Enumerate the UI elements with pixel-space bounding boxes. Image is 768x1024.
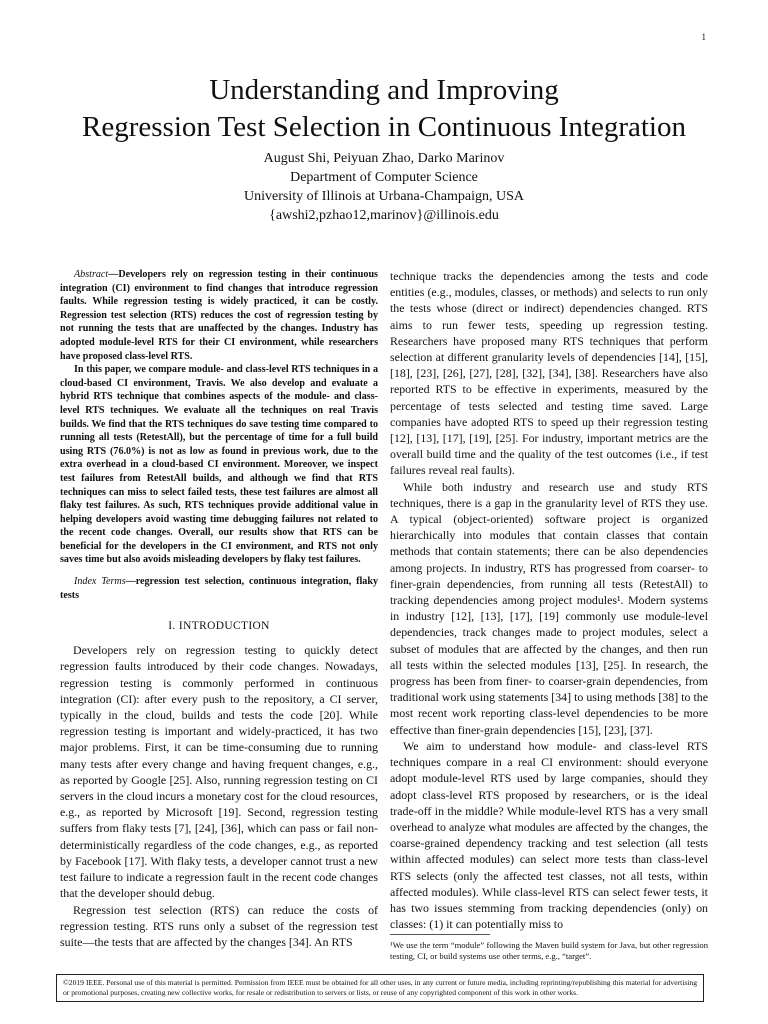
title-line-1: Understanding and Improving xyxy=(209,74,559,106)
abstract-text-1: —Developers rely on regression testing in their continuous integration (CI) environment to find changes that introduce regression faults. While regression testing is widely practiced, it can be costly. Regression test selection (RTS) reduces the cost of regression testing by not running the tests that are unaffected by the changes. Industry has adopted module-level RTS for their CI environment, while researchers have proposed class-level RTS. xyxy=(60,269,378,362)
right-column xyxy=(390,268,708,932)
author-email: {awshi2,pzhao12,marinov}@illinois.edu xyxy=(269,208,499,223)
index-terms-label: Index Terms xyxy=(74,576,126,588)
author-block xyxy=(60,149,708,225)
copyright-notice: ©2019 IEEE. Personal use of this material is permitted. Permission from IEEE must be obtained for all other uses, in any current or future media, including reprinting/republishing this material for advertising or promotional purposes, creating new collective works, for resale or redistribution to servers or lists, or reuse of any copyrighted component of this work in other works. xyxy=(56,974,704,1002)
abstract-paragraph-2: In this paper, we compare module- and class-level RTS techniques in a cloud-based CI environment, Travis. We also develop and evaluate a hybrid RTS technique that combines aspects of the module- and class-level RTS techniques. We evaluate all the techniques on real Travis builds. We find that the RTS techniques do save testing time compared to running all tests (RetestAll), but the percentage of time for a full build using RTS (76.0%) is not as low as found in previous work, due to the extra overhead in a cloud-based CI environment. Moreover, we inspect test failures from RetestAll builds, and although we find that RTS techniques can miss to select failed tests, these test failures are almost all flaky test failures. As such, RTS techniques provide additional value in helping developers avoid wasting time debugging failures not related to the recent code changes. Overall, our results show that RTS can be beneficial for the developers in the CI environment, and RTS not only saves time but also avoids misleading developers by flaky test failures. xyxy=(60,364,378,566)
paper-title xyxy=(30,72,738,146)
right-paragraph-3: We aim to understand how module- and class-level RTS techniques compare in a real CI environment: should everyone adopt module-level RTS used by large companies, should they adopt class-level RTS proposed by researchers, or is the ideal trade-off in the middle? While module-level RTS has a very small overhead to analyze what modules are affected by the changes, the coarse-grained dependency tracking and test selection (all tests within affected modules) can select more tests than class-level RTS selects (only the affected test classes, not all tests, within affected modules). While class-level RTS can select fewer tests, it has two issues stemming from tracking dependencies (only) on classes: (1) it can potentially miss to xyxy=(390,738,708,932)
page-number: 1 xyxy=(701,32,706,42)
intro-paragraph-1: Developers rely on regression testing to quickly detect regression faults introduced by their code changes. Nowadays, regression testing is commonly performed in continuous integration (CI): after every push to the repository, a CI server, typically in the cloud, builds and tests the code [20]. While regression testing is important and widely-practiced, it has two major problems. First, it can be time-consuming due to running many tests after every change and having frequent changes, e.g., as reported by Google [25]. Also, running regression testing on CI servers in the cloud incurs a monetary cost for the cloud resources, e.g., as reported by Microsoft [19]. Second, regression testing suffers from flaky tests [7], [24], [36], which can pass or fail non-deterministically regardless of the code changes, e.g., as reported by Facebook [17]. With flaky tests, a developer cannot trust a new test failure to indicate a regression fault in the recent code changes that the developer should debug. xyxy=(60,643,378,901)
right-paragraph-1: technique tracks the dependencies among the tests and code entities (e.g., modules, classes, or methods) and selects to run only the tests whose (direct or indirect) dependencies changed. RTS aims to run fewer tests, speeding up regression testing. Researchers have proposed many RTS techniques that perform selection at different granularity levels of dependencies [14], [15], [18], [23], [26], [27], [28], [32], [34], [38]. Researchers have also reported RTS to be effective in experiments, measured by the percentage of tests selected and testing time saved. Large companies have adopted RTS to speed up their regression testing [12], [13], [17], [19], [25]. For industry, important metrics are the overall build time and the quality of the test outcomes (i.e., if test failures reveal real faults). xyxy=(390,269,708,478)
abstract-label: Abstract xyxy=(74,269,109,280)
author-department: Department of Computer Science xyxy=(290,170,478,185)
author-names: August Shi, Peiyuan Zhao, Darko Marinov xyxy=(263,151,505,166)
index-terms-text: —regression test selection, continuous integration, flaky tests xyxy=(60,576,378,601)
title-line-2: Regression Test Selection in Continuous Integration xyxy=(82,111,686,143)
abstract-paragraph-1 xyxy=(60,268,378,363)
index-terms xyxy=(60,575,378,602)
section-heading-introduction: I. INTRODUCTION xyxy=(168,620,270,633)
footnote: ¹We use the term “module” following the Maven build system for Java, but other regression testing, CI, or build systems use other terms, e.g., “target”. xyxy=(390,940,708,961)
intro-paragraph-2: Regression test selection (RTS) can reduce the costs of regression testing. RTS runs only a subset of the regression test suite—the tests that are affected by the changes [34]. An RTS xyxy=(60,902,378,949)
author-university: University of Illinois at Urbana-Champaign, USA xyxy=(244,189,524,204)
right-paragraph-2: While both industry and research use and study RTS techniques, there is a gap in the granularity level of RTS they use. A typical (object-oriented) software project is organized hierarchically into modules that contain classes that contain methods that contain statements; there can be also dependencies among projects. In industry, RTS has progressed from coarser- to finer-grain dependencies, from running all tests (RetestAll) to tracking dependencies among project modules¹. Modern systems in industry [12], [13], [17], [19] commonly use module-level dependencies, track changes made to project modules, select a subset of modules that are affected by the changes, and then run all tests within the selected modules [13], [25]. In research, the progress has been from finer- to coarser-grain dependencies, from traditional work using statements [34] to using methods [38] to the most recent work reporting class-level dependencies to be more effective than finer-grain dependencies [15], [23], [37]. xyxy=(390,479,708,737)
footnote-rule xyxy=(390,934,490,935)
left-column xyxy=(60,268,378,950)
